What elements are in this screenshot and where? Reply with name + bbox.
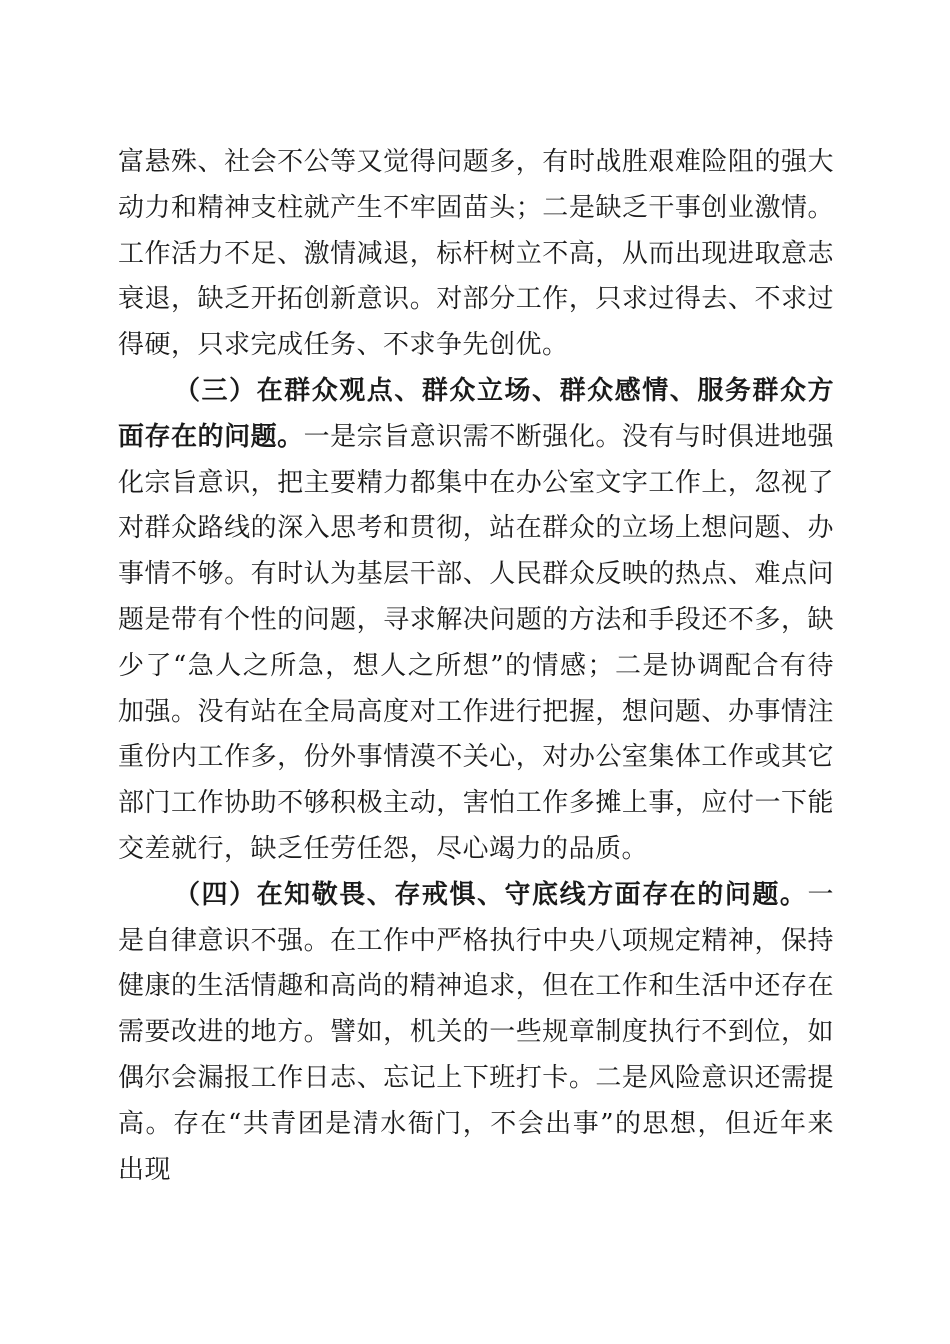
paragraph-text: 富悬殊、社会不公等又觉得问题多，有时战胜艰难险阻的强大动力和精神支柱就产生不牢固苗头；二是缺乏干事创业激情。工作活力不足、激情减退，标杆树立不高，从而出现进取意志衰退，缺乏开拓创新意识。对部分工作，只求过得去、不求过得硬，只求完成任务、不求争先创优。 [118, 147, 834, 361]
paragraph-continuation [118, 140, 834, 369]
paragraph-section-3 [118, 369, 834, 873]
paragraph-section-4 [118, 873, 834, 1194]
section-3-text: 一是宗旨意识需不断强化。没有与时俱进地强化宗旨意识，把主要精力都集中在办公室文字工作上，忽视了对群众路线的深入思考和贯彻，站在群众的立场上想问题、办事情不够。有时认为基层干部、人民群众反映的热点、难点问题是带有个性的问题，寻求解决问题的方法和手段还不多，缺少了“急人之所急，想人之所想”的情感；二是协调配合有待加强。没有站在全局高度对工作进行把握，想问题、办事情注重份内工作多，份外事情漠不关心，对办公室集体工作或其它部门工作协助不够积极主动，害怕工作多摊上事，应付一下能交差就行，缺乏任劳任怨，尽心竭力的品质。 [118, 421, 834, 864]
document-body [118, 140, 834, 1193]
section-3-heading: （三）在群众观点、群众立场、群众感情、服务群众方面存在的问题。 [118, 375, 834, 452]
section-4-text: 一是自律意识不强。在工作中严格执行中央八项规定精神，保持健康的生活情趣和高尚的精神追求，但在工作和生活中还存在需要改进的地方。譬如，机关的一些规章制度执行不到位，如偶尔会漏报工作日志、忘记上下班打卡。二是风险意识还需提高。存在“共青团是清水衙门，不会出事”的思想，但近年来出现 [118, 879, 834, 1185]
section-4-heading: （四）在知敬畏、存戒惧、守底线方面存在的问题。 [174, 879, 808, 910]
